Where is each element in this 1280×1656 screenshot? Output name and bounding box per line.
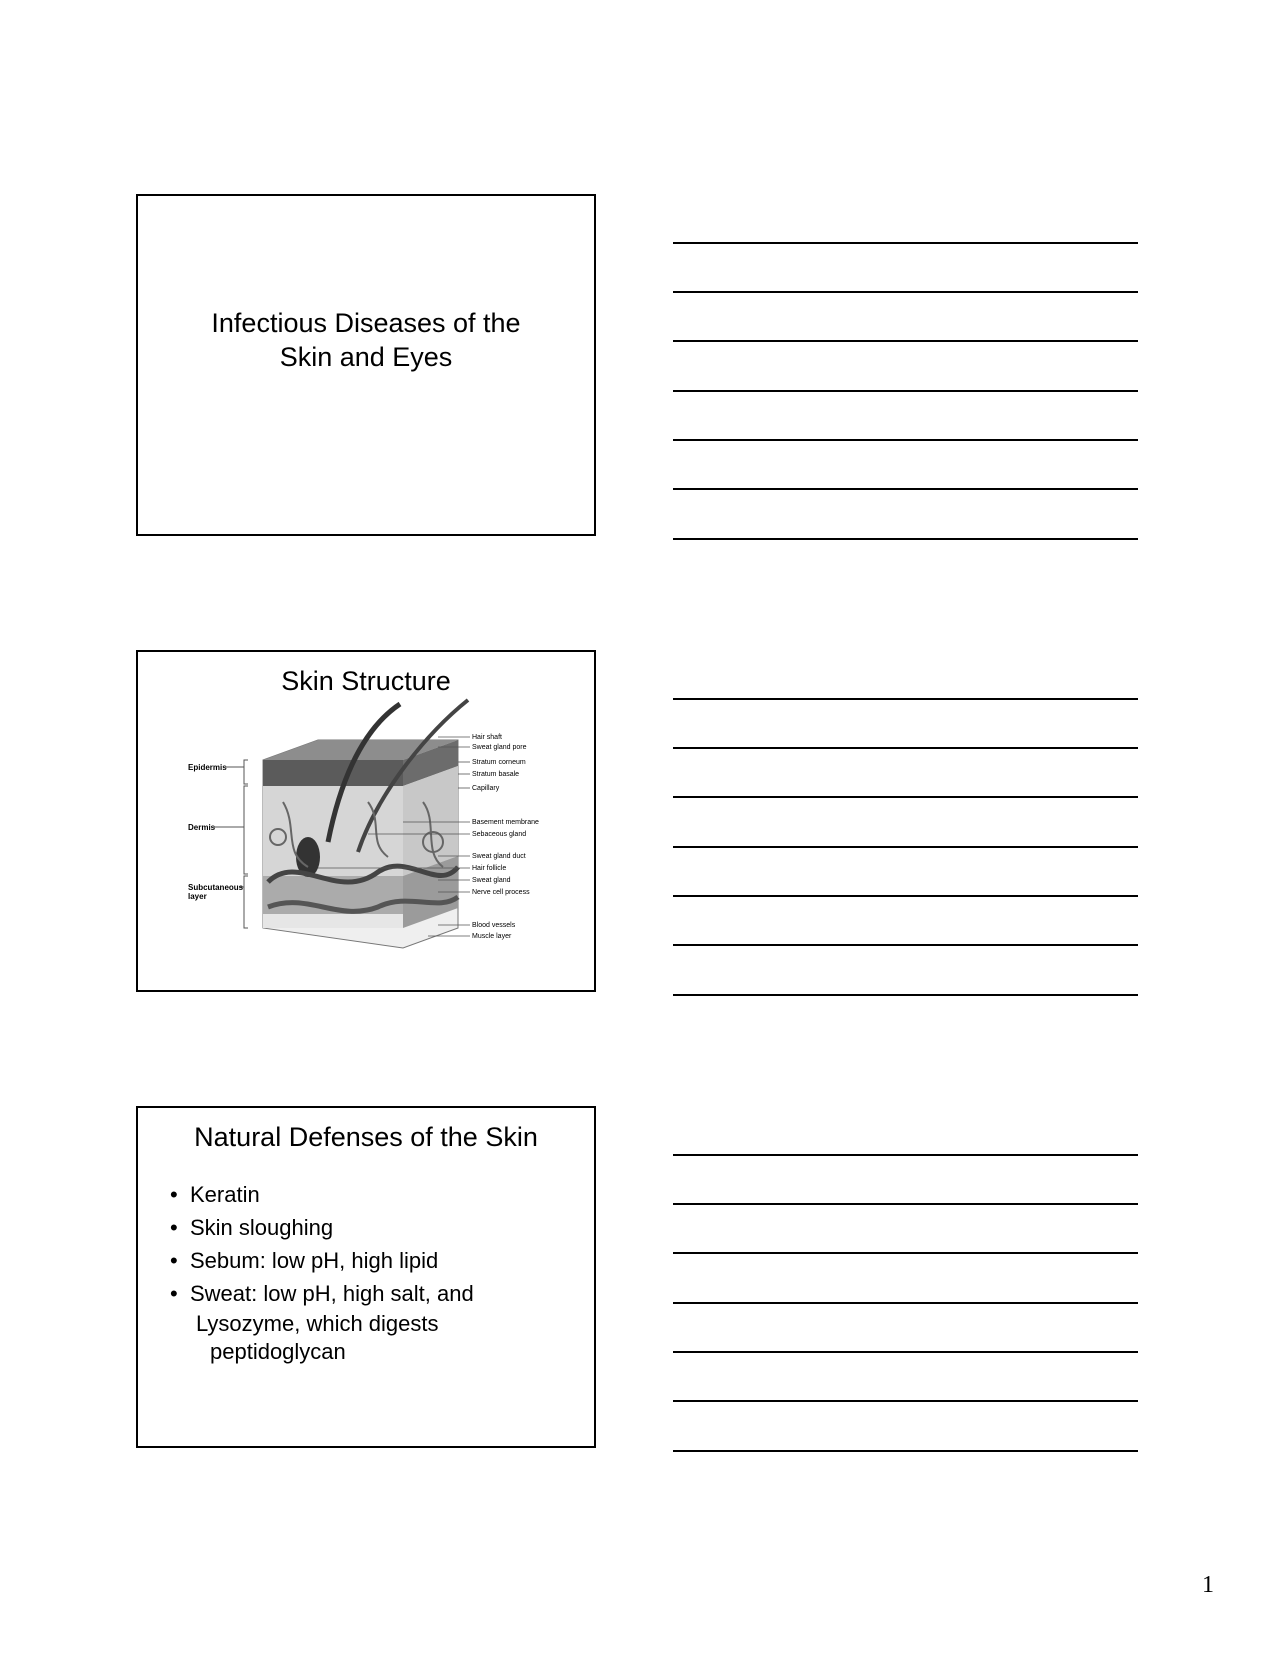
note-line — [673, 538, 1138, 540]
skin-structure-diagram — [138, 652, 594, 990]
note-line — [673, 994, 1138, 996]
label-muscle-layer: Muscle layer — [472, 933, 512, 940]
note-line — [673, 242, 1138, 244]
label-stratum-corneum: Stratum corneum — [472, 759, 526, 766]
label-blood-vessels: Blood vessels — [472, 922, 516, 929]
note-line — [673, 944, 1138, 946]
label-nerve-cell-process: Nerve cell process — [472, 889, 530, 896]
label-capillary: Capillary — [472, 785, 500, 792]
bullet-list — [170, 1178, 474, 1310]
title-line-1: Infectious Diseases of the — [211, 308, 521, 338]
note-line — [673, 1400, 1138, 1402]
note-line — [673, 1252, 1138, 1254]
note-line — [673, 698, 1138, 700]
label-sweat-gland-duct: Sweat gland duct — [472, 853, 526, 860]
label-hair-follicle: Hair follicle — [472, 865, 507, 872]
label-dermis: Dermis — [188, 823, 216, 832]
label-stratum-basale: Stratum basale — [472, 771, 520, 778]
label-layer: layer — [188, 892, 207, 901]
slide-3-title: Natural Defenses of the Skin — [194, 1122, 538, 1152]
note-line — [673, 340, 1138, 342]
note-line — [673, 846, 1138, 848]
title-line-2: Skin and Eyes — [279, 342, 453, 372]
note-line — [673, 1450, 1138, 1452]
note-line — [673, 1154, 1138, 1156]
slide-1 — [136, 194, 596, 536]
page-number: 1 — [1202, 1572, 1214, 1598]
bullet-item: • Keratin — [170, 1178, 474, 1211]
bullet-continuation-1: Lysozyme, which digests — [196, 1311, 439, 1336]
label-sweat-gland: Sweat gland — [472, 877, 511, 884]
label-subcutaneous: Subcutaneous — [188, 883, 244, 892]
label-sweat-gland-pore: Sweat gland pore — [472, 744, 527, 751]
slide-2-title: Skin Structure — [281, 666, 451, 696]
note-line — [673, 1351, 1138, 1353]
note-line — [673, 796, 1138, 798]
note-line — [673, 439, 1138, 441]
label-sebaceous-gland: Sebaceous gland — [472, 831, 527, 838]
note-line — [673, 895, 1138, 897]
note-line — [673, 747, 1138, 749]
note-line — [673, 1302, 1138, 1304]
label-hair-shaft: Hair shaft — [472, 734, 502, 741]
note-line — [673, 488, 1138, 490]
bullet-item: • Skin sloughing — [170, 1211, 474, 1244]
bullet-item: • Sebum: low pH, high lipid — [170, 1244, 474, 1277]
slide-3 — [136, 1106, 596, 1448]
note-line — [673, 1203, 1138, 1205]
note-line — [673, 291, 1138, 293]
left-labels — [188, 763, 244, 901]
slide-1-title — [138, 306, 594, 374]
bullet-item: • Sweat: low pH, high salt, and — [170, 1277, 474, 1310]
right-labels — [472, 734, 539, 940]
slide-2 — [136, 650, 596, 992]
label-basement-membrane: Basement membrane — [472, 819, 539, 826]
note-line — [673, 390, 1138, 392]
label-epidermis: Epidermis — [188, 763, 227, 772]
bullet-continuation-2: peptidoglycan — [210, 1339, 346, 1364]
